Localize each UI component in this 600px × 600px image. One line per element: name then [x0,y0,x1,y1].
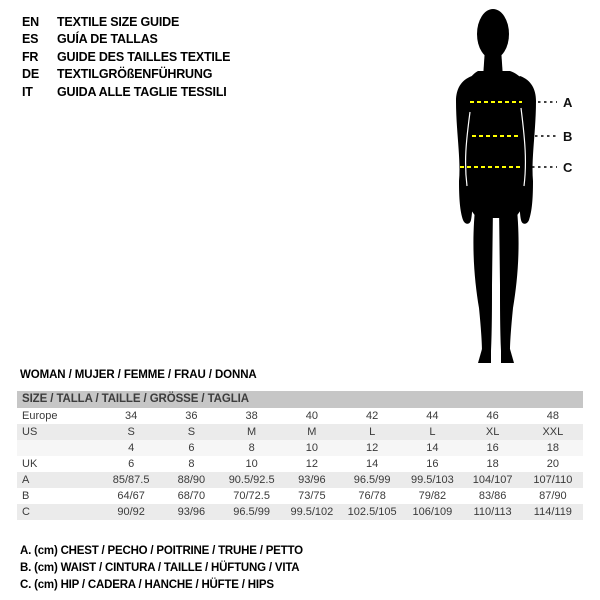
lang-row-it [22,83,230,101]
size-cell: 20 [546,458,559,470]
size-cell: 102.5/105 [347,506,397,518]
size-cell: L [429,426,436,438]
legend-hip: C. (cm) HIP / CADERA / HANCHE / HÜFTE / HIPS [20,579,274,591]
hip-marker-letter: C [563,160,573,175]
table-row [17,440,583,456]
row-label: C [22,506,30,518]
chest-marker-letter: A [563,95,573,110]
lang-title: GUÍA DE TALLAS [57,32,158,47]
size-cell: 76/78 [358,490,386,502]
row-label: UK [22,458,38,470]
size-cell: 18 [546,442,559,454]
size-cell: 6 [188,442,195,454]
size-cell: 85/87.5 [112,474,150,486]
lang-code: EN [22,14,39,29]
size-cell: 4 [128,442,135,454]
lang-code: ES [22,32,39,47]
size-cell: 40 [305,410,318,422]
lang-title: TEXTILE SIZE GUIDE [57,14,180,29]
woman-silhouette-figure [440,0,600,372]
size-cell: 104/107 [472,474,513,486]
size-cell: 12 [305,458,318,470]
row-label [17,440,101,456]
size-cell: 46 [486,410,499,422]
row-label: US [22,426,38,438]
size-cell: 88/90 [177,474,206,486]
size-cell: 12 [366,442,379,454]
size-cell: 44 [426,410,439,422]
size-table-section [17,391,583,520]
size-cell: 87/90 [539,490,567,502]
size-cell: 99.5/102 [290,506,334,518]
size-cell: 14 [366,458,379,470]
size-cell: 110/113 [473,506,512,518]
size-cell: 99.5/103 [410,474,454,486]
size-cell: 36 [185,410,198,422]
size-cell: 90/92 [117,506,145,518]
size-cell: 18 [486,458,499,470]
size-cell: 34 [125,410,138,422]
lang-row-fr [22,48,230,66]
size-cell: 16 [486,442,499,454]
lang-code: IT [22,84,33,99]
size-cell: 8 [248,442,255,454]
size-cell: L [369,426,376,438]
size-cell: 42 [366,410,379,422]
size-cell: 38 [245,410,258,422]
row-label: A [22,474,30,486]
size-cell: XL [485,426,500,438]
legend-waist: B. (cm) WAIST / CINTURA / TAILLE / HÜFTUNG / VITA [20,562,300,574]
size-cell: 90.5/92.5 [228,474,275,486]
size-cell: 10 [305,442,318,454]
size-cell: 14 [426,442,439,454]
size-cell: 96.5/99 [353,474,391,486]
waist-marker-letter: B [563,129,573,144]
size-cell: 114/119 [533,506,572,518]
size-cell: S [187,426,196,438]
lang-title: GUIDE DES TAILLES TEXTILE [57,49,231,64]
size-cell: 106/109 [412,506,453,518]
size-cell: 96.5/99 [233,506,270,518]
size-cell: 93/96 [177,506,206,518]
size-cell: 93/96 [298,474,326,486]
size-cell: 64/67 [117,490,145,502]
lang-row-de [22,66,230,84]
size-cell: XXL [542,426,564,438]
lang-code: FR [22,49,39,64]
table-row [17,504,583,520]
size-cell: 8 [188,458,195,470]
lang-row-es [22,31,230,49]
legend-chest: A. (cm) CHEST / PECHO / POITRINE / TRUHE / PETTO [20,545,303,557]
size-cell: M [307,426,317,438]
size-cell: 68/70 [177,490,206,502]
lang-row-en [22,13,230,31]
measurement-legend [20,543,303,594]
group-title: WOMAN / MUJER / FEMME / FRAU / DONNA [20,369,257,381]
table-row [17,472,583,488]
size-table [17,408,583,520]
table-row [17,488,583,504]
table-row [17,408,583,424]
size-cell: 79/82 [418,490,447,502]
size-cell: 6 [128,458,135,470]
size-cell: 107/110 [533,474,573,486]
lang-code: DE [22,67,39,82]
size-cell: 16 [426,458,439,470]
language-header-block [22,13,230,101]
table-row [17,456,583,472]
size-cell: 10 [245,458,258,470]
size-cell: M [247,426,257,438]
size-table-body [17,408,583,520]
row-label: B [22,490,30,502]
size-cell: 70/72.5 [233,490,270,502]
size-cell: S [127,426,135,438]
lang-title: TEXTILGRÖßENFÜHRUNG [57,67,213,82]
lang-title: GUIDA ALLE TAGLIE TESSILI [57,84,227,99]
table-row [17,424,583,440]
size-table-header: SIZE / TALLA / TAILLE / GRÖSSE / TAGLIA [17,391,583,408]
row-label: Europe [22,410,58,422]
size-cell: 48 [546,410,559,422]
size-cell: 73/75 [298,490,326,502]
size-cell: 83/86 [478,490,507,502]
